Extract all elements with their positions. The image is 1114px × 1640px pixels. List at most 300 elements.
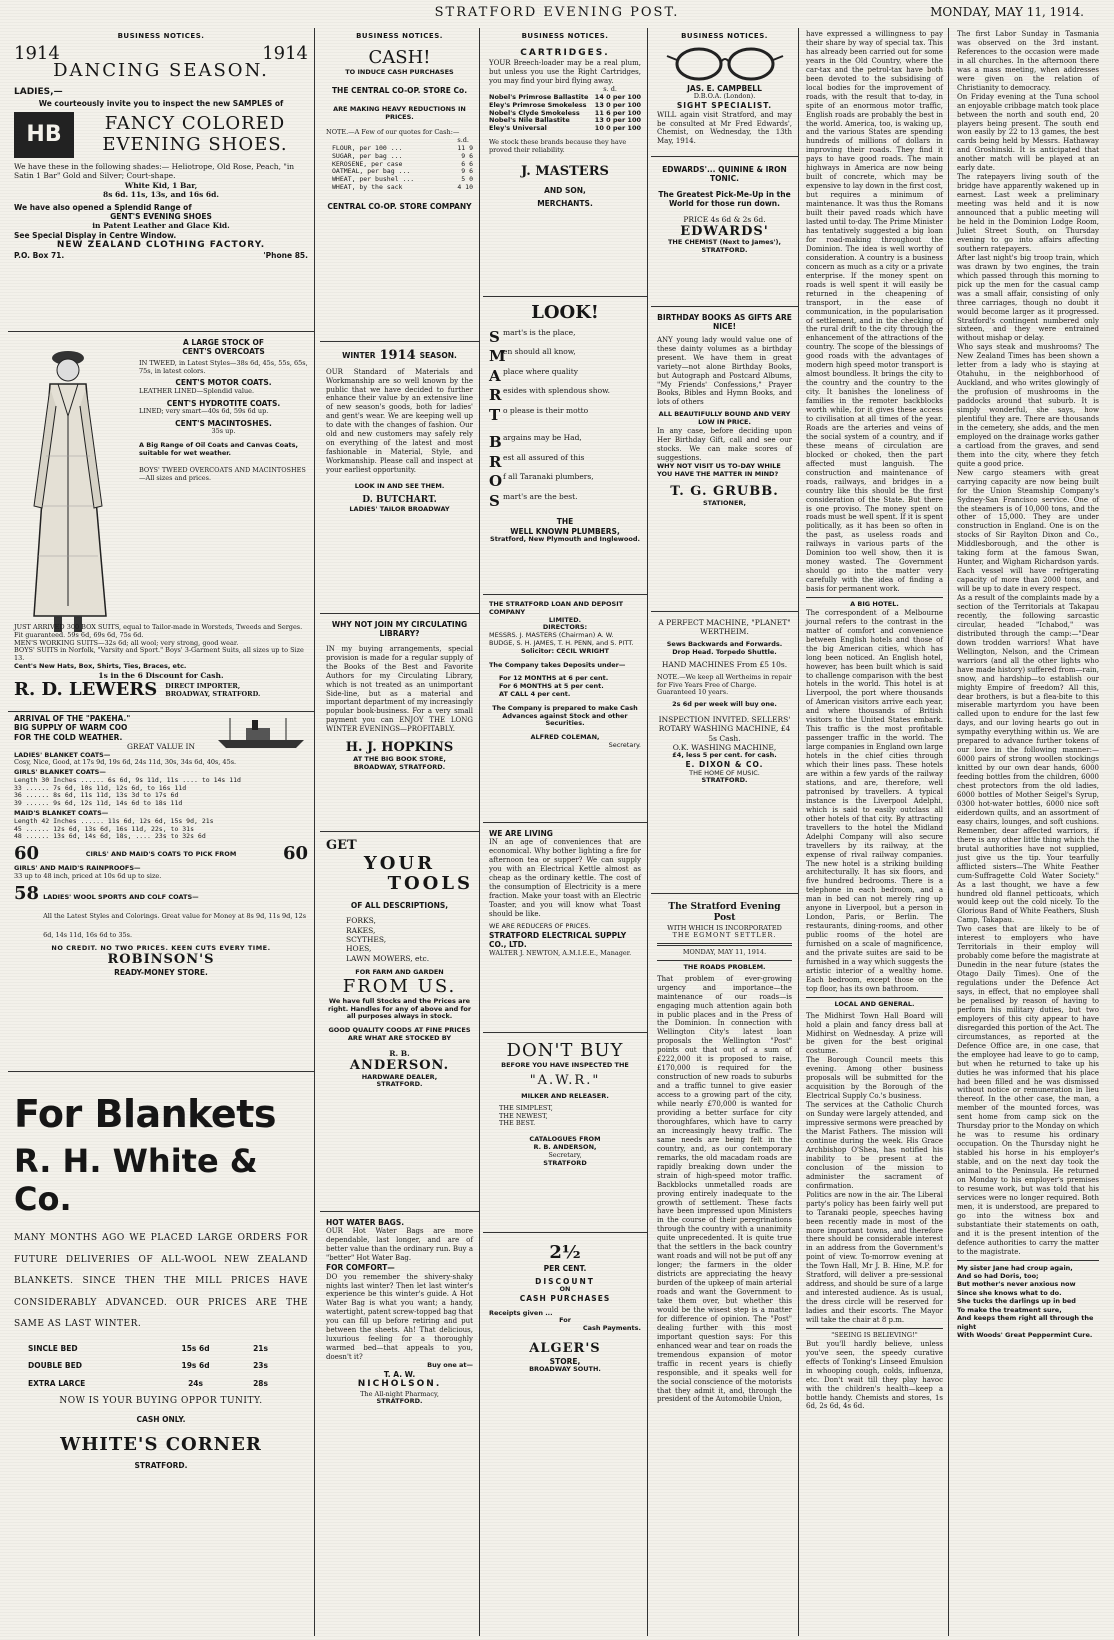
quote-item: OATMEAL, per bag ... <box>332 167 411 176</box>
gents-overcoats: CENT'S OVERCOATS <box>182 347 265 357</box>
look-in: LOOK IN AND SEE THEM. <box>354 482 445 491</box>
acrostic-line: est all assured of this <box>503 452 585 462</box>
reducers-text: WE ARE REDUCERS OF PRICES. <box>489 921 591 930</box>
nicholson-name: NICHOLSON. <box>357 1379 442 1390</box>
section-header: BUSINESS NOTICES. <box>117 32 205 40</box>
central-coop-ad <box>320 42 479 342</box>
acrostic-line: place where quality <box>503 366 578 376</box>
winter-label: WINTER <box>342 351 376 361</box>
campbell-name: JAS. E. CAMPBELL <box>687 84 762 93</box>
newton-name: WALTER J. NEWTON, A.M.I.E.E., Manager. <box>489 948 632 957</box>
electrical-ad <box>483 823 647 1033</box>
news-item: New cargo steamers with great carrying capacity are now being built for the Union Steamship Company's Sydney-San Francisco service. One of the steamers is of 10,000 tons, and the other of 15,000. They are under construction in England. One is on the stocks of Sir Raylton Dixon and Co., Middlesborough, and the other is taking form at the famous Swan, Hunter, and Wigham Richardson yards. Each vessel will have refrigerating capacity of more than 2000 tons, and will be up to date in every respect. <box>957 468 1099 594</box>
news-item: The first Labor Sunday in Tasmania was observed on the 3rd instant. References to the occasion were made in all churches. In the afternoon there was a mass meeting, when addresses were given on the relation of Christianity to democracy. <box>957 30 1099 92</box>
masthead-title: STRATFORD EVENING POST. <box>434 5 680 20</box>
campbell-ad <box>651 42 798 157</box>
plumbers-address: Stratford, New Plymouth and Inglewood. <box>490 534 640 543</box>
invite-text: We courteously invite you to inspect the new SAMPLES of <box>38 98 284 108</box>
good-quality: GOOD QUALITY COODS AT FINE PRICES ARE WHAT ARE STOCKED BY <box>328 1026 471 1042</box>
cartridge-price: 14 0 per 100 <box>594 92 641 101</box>
verse-line: And keeps them right all through the night <box>957 1314 1094 1331</box>
quote-price: 9 6 <box>461 167 473 176</box>
hotel-body: The correspondent of a Melbourne journal refers to the contrast in the matter of comfort and convenience between English hotels and those of the big American cities, which has long been noticed. An English hotel, however, has been built which is said to challenge comparison with the best hotels in the world. This hotel is at Liverpool, the port where thousands of American visitors arrive each year, and where thousands of British visitors to the United States embark. This traffic is the most profitable passenger traffic in the world. The large companies in England own large hotels in the chief cities through which their lines pass. These hotels are within a few yards of the railway stations, and are, therefore, well patronised by travellers. A typical instance is the Liverpool Adelphi, which is said to easily outclass all other hotels of that city. By attracting travellers to the hotel the Midland Adelphi Company will also secure travellers by its railway, at the expense of rival railway companies. The new hotel is a striking building architecturally. It has six floors, and five hundred bedrooms. There is a telephone in each bedroom, and a man in bed can not merely ring up anyone in Liverpool, but a person in London, Paris, or Berlin. The restaurants, dining-rooms, and other public rooms of the hotel are furnished on a scale of magnificence, and the private suites are said to be furnished in a way which suggests the artistic interior of a wealthy home. Each bedroom, except those on the top floor, has its own bathroom. <box>806 608 943 993</box>
section-header: BUSINESS NOTICES. <box>681 32 768 40</box>
maids-lines <box>14 818 308 841</box>
shoes-title: FANCY COLORED EVENING SHOES. <box>102 113 288 155</box>
algers-ad <box>483 1233 647 1468</box>
get-label: GET <box>326 838 357 853</box>
central-name: THE CENTRAL CO-OP. STORE Co. <box>331 86 468 96</box>
living-title: WE ARE LIVING <box>489 829 553 838</box>
cartridge-name: Nobel's Nile Ballastite <box>489 116 570 125</box>
grubb-name: T. G. GRUBB. <box>670 484 779 500</box>
lewers-ad <box>8 332 314 712</box>
hand-machines: HAND MACHINES From £5 10s. <box>661 660 788 670</box>
lewers-address: BROADWAY, STRATFORD. <box>165 689 261 698</box>
news-item: Two cases that are likely to be of interest to employers who have Territorials in their employ will probably come before the magistrate at Dunedin in the near future (states the Otago Daily Times). One of the regulations under the Defence Act says, in effect, that no employee shall be penalised by reason of having to perform his military duties, but two employers of this city appear to have disregarded this portion of the Act. The circumstances, as reported at the Defence Office are, in one case, that the employee had leave to go to camp, but when he returned to take up his duties he was informed that his place had been filled and he was dismissed without notice or remuneration in lieu thereof. In the other case, the man, a member of the mounted forces, was sent home from camp sick on the Thursday prior to the Monday on which he was to resume his ordinary occupation. On the Thursday night he stabled his horse in his employer's stable, and on the next day took the animal to the Peninsula. He returned on Monday to his employer's premises to resume work, but was told that his services were no longer required. Both men, it is understood, are prepared to go into the witness box and substantiate their statements on oath, and it is the present intention of the defence authorities to carry the matter to the magistrate. <box>957 925 1099 1256</box>
verse-line: And so had Doris, too; <box>957 1272 1039 1281</box>
great-value: GREAT VALUE IN <box>126 742 196 752</box>
macintoshes: CENT'S MACINTOSHES. <box>175 418 272 428</box>
rate-line: For 12 MONTHS at 6 per cent. <box>499 674 609 683</box>
seeing-body: But you'll hardly believe, unless you've seen, the speedy curative effects of Tonking's Linseed Emulsion in whooping cough, colds, influenza, etc. Don't wait till they play havoc with the children's health—keep a bottle handy. Chemists and stores, 1s 6d, 2s 6d, 4s 6d. <box>806 1339 943 1411</box>
range-text: We have also opened a Splendid Range of <box>14 202 192 212</box>
cartridges-title: CARTRIDGES. <box>520 48 610 58</box>
quote-item: WHEAT, per bushel ... <box>332 175 415 184</box>
ladies-blanket-prices: Cosy, Nice, Good, at 17s 9d, 19s 6d, 24s 11d, 30s, 34s 6d, 40s, 45s. <box>14 758 237 767</box>
local-item: Politics are now in the air. The Liberal party's policy has been fairly well put to Taranaki people, speeches having been recently made in most of the more important towns, and therefore there should be considerable interest in an address from the Government's point of view. To-morrow evening at the Town Hall, Mr J. B. Hine, M.P. for Stratford, will deliver a pre-sessional address, and should be sure of a large and interested audience. As is usual, the dress circle will be reserved for ladies and their escorts. The Mayor will take the chair at 8 p.m. <box>806 1190 943 1325</box>
cartridge-price: 13 0 per 100 <box>594 116 641 125</box>
no-credit: NO CREDIT. NO TWO PRICES. KEEN CUTS EVERY TIME. <box>51 943 271 952</box>
po-box: P.O. Box 71. <box>14 251 65 261</box>
motor-coats: CENT'S MOTOR COATS. <box>175 378 272 388</box>
cash-only: CASH ONLY. <box>136 1415 186 1425</box>
bed-price: 24s <box>188 1378 203 1388</box>
library-body: IN my buying arrangements, special provision is made for a regular supply of the Books of the Best and Favorite Authors for my Circulating Library, which is not treated as an unimportant Side-line, but as a material and important department of my increasingly popular book-business. For a very small payment you can ENJOY THE LONG WINTER EVENINGS—PROFITABLY. <box>326 644 473 734</box>
shades-text: We have these in the following shades:— Heliotrope, Old Rose, Peach, "in Satin 1 Bar" Gold and Silver; Court-shape. <box>14 162 295 181</box>
local-title: LOCAL AND GENERAL. <box>834 999 915 1008</box>
smart-bros-ad <box>483 297 647 595</box>
maids-blanket: MAID'S BLANKET COATS— <box>14 809 109 818</box>
rb-label: R. B. <box>389 1048 410 1058</box>
verse-line: But mother's never anxious now <box>957 1280 1076 1289</box>
for-label: For <box>559 1316 571 1325</box>
sports-prices: All the Latest Styles and Colorings. Great value for Money at 8s 9d, 11s 9d, 12s 6d, 14s 11d, 16s 6d to 35s. <box>43 911 307 939</box>
seeing-title: "SEEING IS BELIEVING!" <box>831 1330 918 1339</box>
solicitor: Solicitor: CECIL WRIGHT <box>521 646 609 655</box>
sixty-left: 60 <box>14 843 40 865</box>
tool-item: LAWN MOWERS, etc. <box>346 953 430 963</box>
pakeha-arrival: ARRIVAL OF THE "PAKEHA." <box>14 714 131 723</box>
column-5 <box>801 28 949 1636</box>
season-label: SEASON. <box>419 351 457 361</box>
nicholson-ad <box>320 1212 479 1632</box>
acrostic-letter: A <box>489 366 501 385</box>
column-1 <box>8 28 315 1636</box>
milker-text: MILKER AND RELEASER. <box>521 1092 609 1101</box>
factory-name: NEW ZEALAND CLOTHING FACTORY. <box>56 240 266 250</box>
bed-price: 19s 6d <box>181 1361 210 1371</box>
column-2 <box>320 28 480 1636</box>
verse-line: To make the treatment sure, <box>957 1305 1062 1314</box>
sports-coats: LADIES' WOOL SPORTS AND COLF COATS— <box>43 892 199 901</box>
catalogues: CATALOGUES FROM <box>529 1135 601 1144</box>
note-wertheim: NOTE.—We keep all Wertheims in repair for Five Years Free of Charge. Guaranteed 10 years. <box>657 672 792 697</box>
roads-continued: have expressed a willingness to pay their share by way of special tax. This has already been carried out for some years in the Old Country, where the car-tax and the petrol-tax have both been devoted to the subsidising of local bodies for the improvement of roads, with the result that to-day, in spite of an enormous motor traffic, English roads are probably the best in the world. America, too, is waking up, and the various States are spending hundreds of millions of dollars in improving their roads. They find it pays to have good roads. The main highways in America are now being built of concrete, which may be expensive to lay down in the first cost, but requires a minimum of maintenance. It was thus the Romans built their paved roads which have lasted until to-day. The Prime Minister has tentatively suggested a big loan for road-making throughout the Dominion. The idea is well worthy of consideration. A country is a business concern as much as a city or a private enterprise. If the money spent on roads is well spent it will easily be returned in the cheapening of transport, in the ease of communication, in the popularisation of settlement, and in the checking of the rural drift to the city through the enhancement of the attractions of the country. The scope of the blessings of good roads with the advantages of modern high speed motor transport is almost boundless. It brings the city to the country and the country to the city. It banishes the loneliness of families in the remoter backblocks worth while, for it gives these access to civilisation at all times of the year. Roads are the arteries and veins of the social system of a country, and if these means of circulation are blocked or choked, then the part affected must languish. The construction and maintenance of roads, railways, and bridges in a country like this should be the first consideration of the State. But there is one proviso. The money spent on roads must be well spent. If it is spent politically, as it has been so often in the past, as useless roads and railways in various parts of the Dominion too well show, then it is money wasted. The Government should go into the matter very carefully with the idea of finding a basis for permanent work. <box>806 30 943 594</box>
rb-anderson: R. B. ANDERSON, <box>533 1143 597 1152</box>
masthead-date: MONDAY, MAY 11, 1914. <box>930 5 1084 19</box>
cash-purchases: CASH PURCHASES <box>519 1294 611 1304</box>
section-header: BUSINESS NOTICES. <box>521 32 609 40</box>
cartridge-price: 10 0 per 100 <box>594 124 641 133</box>
comfort-body: DO you remember the shivery-shaky nights last winter? Then let last winter's experience be this winter's guide. A Hot Water Bag is what you want; a handy, watertight, patent screw-topped bag that you can fill up before retiring and put between the sheets. Ah! That delicious, luxurious feeling for a thoroughly warmed bed—that appeals to you, doesn't it? <box>326 1272 473 1362</box>
limited: LIMITED. <box>548 615 582 624</box>
display-text: See Special Display in Centre Window. <box>14 230 177 240</box>
cartridge-name: Eley's Universal <box>489 124 547 133</box>
hats-text: Cent's New Hats, Box, Shirts, Ties, Braces, etc. <box>14 661 187 670</box>
patent-text: in Patent Leather and Glace Kid. <box>92 221 230 231</box>
hb-badge: HB <box>14 112 74 158</box>
home-of-music: THE HOME OF MUSIC. <box>689 768 760 777</box>
tweed-text: IN TWEED, in Latest Styles—38s 6d, 45s, 55s, 65s, 75s, in latest colors. <box>139 358 308 375</box>
and-son: AND SON, <box>544 186 586 196</box>
coop-company: CENTRAL CO-OP. STORE COMPANY <box>327 201 472 211</box>
verse-line: My sister Jane had croup again, <box>957 1263 1073 1272</box>
acrostic-line: esides with splendous show. <box>503 386 611 396</box>
sight-body: WILL again visit Stratford, and may be consulted at Mr Fred Edwards', Chemist, on Wednesday, the 13th May, 1914. <box>657 110 792 146</box>
column-6 <box>952 28 1104 1636</box>
anderson-name: ANDERSON. <box>349 1058 450 1074</box>
hotel-title: A BIG HOTEL. <box>850 600 899 609</box>
acrostic-letter: S <box>489 491 500 510</box>
acrostic-letter: S <box>489 327 500 346</box>
farm-garden: FOR FARM AND GARDEN <box>355 968 444 977</box>
acrostic-line: mart's is the place, <box>503 327 576 337</box>
now-text: NOW IS YOUR BUYING OPPOR TUNITY. <box>59 1396 263 1407</box>
bound-body: In any case, before deciding upon Her Birthday Gift, call and see our stocks. We can make scores of suggestions. <box>657 426 792 462</box>
quote-price: 6 6 <box>461 159 473 168</box>
warm-supply: BIG SUPPLY OF WARM COO <box>14 723 128 733</box>
awr-name: "A.W.R." <box>529 1073 601 1089</box>
rainproofs-price: 33 up to 48 inch, priced at 10s 6d up to size. <box>14 871 162 880</box>
look-title: LOOK! <box>531 302 599 323</box>
acrostic-letter: M <box>489 347 506 366</box>
edwards-ad <box>651 157 798 307</box>
news-item: As a result of the complaints made by a section of the Territorials at Takapau recently, the following sarcastic circular, headed "Ichabod," was distributed through the camp:—"Dear down trodden warriors! What have Wellington, Nelson, and the Crimean warriors (and all the other lights who have made history) suffered from—rain, snow, and hardship—to establish our mighty Empire of freedom? All this, dear brothers, is but a flea-bite to this miserable martyrdom you have been called upon to endure for the last few days, and our loving hearts go out in sympathy everything within us. We are prepared to advance further tokens of our love in the following manner:—6000 pairs of strong woollen stockings knitted by our own dear hands, 6000 feeding bottles from the children, 6000 chest protectors from the old ladies, 6000 bottles of Mother Seigel's Syrup, 0300 hot-water bottles, 6000 nice soft eiderdown quilts, and an assortment of easy chairs, lounges, and soft cushions. Remember, dear affected warriors, if there is any other little thing which the brutal authorities have not supplied, just give us the tip. Your tearfully afflicted sisters—The White Feather cum-Suffragette Cold Water Society." As a last thought, we have a few hundred old flannel petticoats, which would keep out the cold nicely. To the Glorious Band of White Feathers, Slush Camp, Takapau. <box>957 594 1099 925</box>
electrical-company: STRATFORD ELECTRICAL SUPPLY CO., LTD. <box>489 930 627 950</box>
note-text: NOTE.—A Few of our quotes for Cash:— <box>326 128 460 137</box>
white-town: STRATFORD. <box>134 1461 188 1471</box>
whites-corner: WHITE'S CORNER <box>60 1433 262 1455</box>
on-label: ON <box>559 1285 571 1294</box>
section-header: BUSINESS NOTICES. <box>356 32 443 40</box>
hopkins-address: BROADWAY, STRATFORD. <box>353 762 446 771</box>
cartridge-price: 13 0 per 100 <box>594 100 641 109</box>
boys-overcoats: BOYS' TWEED OVERCOATS AND MACINTOSHES—All sizes and prices. <box>139 466 306 483</box>
news-item: After last night's big troop train, which was drawn by two engines, the train which passed through this morning to pick up the men for the casual camp was a small affair, consisting of only three carriages, though no doubt it would become larger as it progressed. Stratford's contingent numbered only sixteen, and they were entrained without mishap or delay. <box>957 253 1099 343</box>
sd-label: s.d. <box>457 136 469 145</box>
news-item: Who says steak and mushrooms? The New Zealand Times has been shown a letter from a lady who is staying at Otahuhu, in the neighborhood of Auckland, and who writes glowingly of the profusion of mushrooms in the paddocks around that suburb. It is simply wonderful, she says, how plentiful they are. There are thousands in the cemetery, she adds, and the men employed on the drainage works gather a cartload from the graves, and send them into the city, where they fetch quite a good price. <box>957 343 1099 468</box>
quote-price: 9 6 <box>461 151 473 160</box>
dixon-ad <box>651 612 798 894</box>
perfect-machine: A PERFECT MACHINE, "PLANET" WERTHEIM. <box>658 618 791 637</box>
butchart-ad <box>320 342 479 614</box>
year-left: 1914 <box>14 43 60 64</box>
two-six-week: 2s 6d per week will buy one. <box>672 700 777 709</box>
dboa: D.B.O.A. (London). <box>693 92 756 101</box>
anderson-town: STRATFORD. <box>376 1080 423 1089</box>
rh-white-name: R. H. White & Co. <box>14 1142 258 1218</box>
column-3 <box>483 28 648 1636</box>
quinine-price: PRICE 4s 6d & 2s 6d. <box>683 214 766 224</box>
gents-shoes: GENT'S EVENING SHOES <box>110 211 212 221</box>
library-title: WHY NOT JOIN MY CIRCULATING LIBRARY? <box>331 620 468 639</box>
hot-water-body: OUR Hot Water Bags are more dependable, last longer, and are of better value than the ordinary run. Buy a "better" Hot Water Bag. <box>326 1227 473 1263</box>
masters-cartridges-ad <box>483 42 647 297</box>
birthday-title: BIRTHDAY BOOKS AS GIFTS ARE NICE! <box>657 313 792 332</box>
edwards-name: EDWARDS' <box>680 223 769 239</box>
ok-machine: O.K. WASHING MACHINE, <box>672 743 777 753</box>
macintosh-price: 35s up. <box>211 427 236 436</box>
masters-name: J. MASTERS <box>521 164 609 180</box>
making-text: ARE MAKING HEAVY REDUCTIONS IN PRICES. <box>333 104 466 121</box>
year-right: 1914 <box>262 43 308 64</box>
algers-store: STORE, <box>549 1356 581 1366</box>
acrostic-letter: R <box>489 452 502 471</box>
roads-body: That problem of ever-growing urgency and importance—the maintenance of our roads—is engaging much attention again both in public places and in the Press of the Dominion. In connection with Wellington City's latest loan proposals the Wellington "Post" points out that out of a sum of £222,000 it is proposed to raise, £170,000 is required for the construction of new roads to suburbs and a traffic tunnel to give easier access to a growing part of the city, while nearly £70,000 is wanted for providing a better surface for city thoroughfares, which have to carry an increasingly heavy traffic. The same needs are being felt in the country, and, as our contemporary remarks, the old macadam roads are rapidly breaking down under the strain of high-speed motor traffic. Backblocks unmetalled roads are proving entirely inadequate to the growth of settlement. These facts have been impressed upon Ministers in the course of their peregrinations through the country with a unanimity quite unprecedented. It is quite true that the settlers in the back country want roads and will not be put off any longer; the farmers in the older districts are appreciating the heavy burden of the upkeep of main arterial roads and want the Government to take them over, but whether this would be the wisest step is a matter for difference of opinion. The "Post" dealing further with this most important question says: For this enhanced wear and tear on roads the tremendous expansion of motor traffic in recent years is chiefly responsible, and it speaks well for the social conscience of the motorists that they admit it, and, through the president of the Automobile Union, <box>657 974 792 1404</box>
acrostic-line: en should all know, <box>503 347 576 357</box>
comfort-title: FOR COMFORT— <box>326 1263 395 1273</box>
verse-line: Since she knows what to do. <box>957 1288 1062 1297</box>
induce-text: TO INDUCE CASH PURCHASES <box>345 67 454 76</box>
ladies-tailor: LADIES' TAILOR BROADWAY <box>349 505 450 514</box>
pick-text: CIRLS' AND MAID'S COATS TO PICK FROM <box>85 849 237 858</box>
girls-lines <box>14 777 308 808</box>
boys-suits: BOYS' SUITS in Norfolk, "Varsity and Sport." Boys' 3-Garment Suits, all sizes up to Size 13. <box>14 646 304 663</box>
hardware-dealer: HARDWARE DEALER, <box>361 1072 438 1081</box>
quote-item: SUGAR, per bag ... <box>332 151 403 160</box>
acrostic-letter: B <box>489 433 502 452</box>
cartridges-body: YOUR Breech-loader may be a real plum, but unless you use the Right Cartridges, you may find your bird flying away. <box>489 59 641 86</box>
big-book-store: AT THE BIG BOOK STORE, <box>353 754 446 763</box>
well-known-plumbers: WELL KNOWN PLUMBERS, <box>510 526 620 536</box>
cartridge-name: Nobel's Clyde Smokeless <box>489 108 580 117</box>
masthead <box>0 0 1114 26</box>
quote-price: 5 0 <box>461 175 473 184</box>
white-blankets-ad <box>8 1072 314 1592</box>
girls-line: Length 30 Inches ...... 6s 6d, 9s 11d, 11s .... to 14s 11d <box>14 775 241 784</box>
hot-water-title: HOT WATER BAGS. <box>326 1218 405 1227</box>
column-4 <box>651 28 799 1636</box>
verse-line: With Woods' Great Peppermint Cure. <box>957 1331 1093 1340</box>
ready-money: READY-MONEY STORE. <box>114 967 208 977</box>
stationer: STATIONER, <box>703 498 746 507</box>
cartridge-price: 11 6 per 100 <box>594 108 641 117</box>
rate-line: For 6 MONTHS at 5 per cent. <box>499 682 604 691</box>
rate-line: AT CALL 4 per cent. <box>499 689 571 698</box>
buy-one: Buy one at— <box>427 1361 473 1370</box>
acrostic-line: mart's are the best. <box>503 491 578 501</box>
direct-importer: DIRECT IMPORTER, <box>165 681 241 690</box>
awr-town: STRATFORD <box>543 1158 587 1167</box>
lined-text: LINED; very smart—40s 6d, 59s 6d up. <box>139 406 269 415</box>
news-item: The ratepayers living south of the bridge have apparently wakened up in earnest. Last week a preliminary meeting was held and it is now announced that a public meeting will be held in the Dominion Lodge Room, Juliet Street South, on Thursday evening to go into affairs affecting southern ratepayers. <box>957 173 1099 253</box>
bed-label: SINCLE BED <box>28 1343 78 1353</box>
bed-label: DOUBLE BED <box>28 1361 82 1371</box>
bed-price: 23s <box>253 1361 268 1371</box>
robinsons-name: ROBINSON'S <box>107 952 215 968</box>
ladies-blanket: LADIES' BLANKET COATS— <box>14 750 111 759</box>
phone: 'Phone 85. <box>263 251 308 261</box>
algers-name: ALGER'S <box>529 1341 601 1356</box>
bed-label: EXTRA LARCE <box>28 1378 86 1388</box>
hydrotite-coats: CENT'S HYDROTITE COATS. <box>166 398 281 408</box>
local-item: The services at the Catholic Church on Sunday were largely attended, and impressive sermons were preached by the Marist Fathers. The mission will continue during the week. His Grace Archbishop O'Shea, has notified his inability to be present at the conclusion of the mission to administer the sacrament of confirmation. <box>806 1101 943 1190</box>
your-label: YOUR <box>363 852 436 874</box>
leather-text: LEATHER LINED—Splendid value. <box>139 386 255 395</box>
bed-price: 15s 6d <box>181 1343 210 1353</box>
robinsons-ad <box>8 712 314 1072</box>
directors-label: DIRECTORS: <box>542 623 588 632</box>
directors-names: MESSRS. J. MASTERS (Chairman) A. W. BUDGE, S. H. JAMES, T. H. PENN, and S. PITT. <box>489 631 634 647</box>
quote-item: WHEAT, by the sack <box>332 183 403 192</box>
edwards-town: STRATFORD. <box>701 246 748 255</box>
lewers-name: R. D. LEWERS <box>14 679 158 701</box>
tool-item: HOES, <box>346 944 372 954</box>
advances-text: The Company is prepared to make Cash Advances against Stock and other Securities. <box>492 703 638 728</box>
dancing-title: DANCING SEASON. <box>53 59 269 81</box>
peppermint-verse <box>957 1264 1099 1340</box>
per-cent: PER CENT. <box>543 1263 587 1273</box>
four-pounds: £4, less 5 per cent. for cash. <box>672 751 777 760</box>
before-text: BEFORE YOU HAVE INSPECTED THE <box>501 1060 629 1069</box>
secretary-label: Secretary. <box>608 740 641 749</box>
fifty-eight: 58 <box>14 882 40 904</box>
quote-item: FLOUR, per 100 ... <box>332 144 403 153</box>
sews-text: Sews Backwards and Forwards. Drop Head. Torpedo Shuttle. <box>666 639 783 656</box>
algers-address: BROADWAY SOUTH. <box>529 1364 601 1373</box>
tool-item: FORKS, <box>346 916 376 926</box>
maids-line: 45 ...... 12s 6d, 13s 6d, 16s 11d, 22s, to 31s <box>14 824 195 833</box>
acrostic-line: f all Taranaki plumbers, <box>503 472 594 482</box>
grubb-ad <box>651 307 798 612</box>
simplest-line: THE SIMPLEST, <box>499 1103 553 1112</box>
discount-figure: 2½ <box>549 1242 581 1263</box>
bed-price: 21s <box>253 1343 268 1353</box>
stock-text: We stock these brands because they have proved their reliability. <box>489 137 627 154</box>
greatest-text: The Greatest Pick-Me-Up in the World for those run down. <box>658 189 791 209</box>
visit-text: WHY NOT VISIT US TO-DAY WHILE YOU HAVE THE MATTER IN MIND? <box>657 461 781 478</box>
acrostic-line: argains may be Had, <box>503 433 582 443</box>
from-us: FROM US. <box>342 976 457 998</box>
oil-coats: A Big Range of Oil Coats and Canvas Coats, suitable for wet weather. <box>139 440 298 457</box>
working-suits: MEN'S WORKING SUITS—32s 6d; all wool; very strong, good wear. <box>14 638 239 647</box>
cash-title: CASH! <box>368 47 431 68</box>
news-item: On Friday evening at the Tuna school an enjoyable cribbage match took place between the north and south end, 20 players being present. The south end won easily by 22 to 13 games, the best cards being held by Messrs. Hathaway and Groshinski. It is anticipated that another match will be played at an early date. <box>957 92 1099 173</box>
discount-label: DISCOUNT <box>535 1277 595 1287</box>
dancing-season-ad <box>8 42 314 332</box>
tool-item: RAKES, <box>346 925 376 935</box>
sd-label: s. d. <box>603 85 617 94</box>
quote-item: KEROSENE, per case <box>332 159 403 168</box>
quote-price: 11 9 <box>457 144 473 153</box>
dixon-town: STRATFORD. <box>701 776 748 785</box>
large-stock: A LARGE STOCK OF <box>183 338 264 347</box>
dont-buy: DON'T BUY <box>506 1040 624 1061</box>
local-item: The Borough Council meets this evening. Among other business proposals will be submitted for the acquisition by the Borough of the Electrical Supply Co.'s business. <box>806 1056 943 1101</box>
maids-line: Length 42 Inches ...... 11s 6d, 12s 6d, 15s 9d, 21s <box>14 816 214 825</box>
acrostic-letter: T <box>489 405 501 424</box>
merchants: MERCHANTS. <box>537 199 593 209</box>
overcoat-figure-illustration <box>10 336 130 636</box>
sixty-right: 60 <box>282 843 308 865</box>
cold-weather: FOR THE COLD WEATHER. <box>14 732 123 742</box>
tools-label: TOOLS <box>387 873 473 895</box>
the-label: THE <box>556 517 574 527</box>
acrostic-line: o please is their motto <box>503 405 589 415</box>
girls-line: 33 ...... 7s 6d, 10s 11d, 12s 6d, to 16s 11d <box>14 783 187 792</box>
simplest-line: THE NEWEST, <box>499 1111 548 1120</box>
ladies-label: LADIES,— <box>14 87 63 98</box>
cartridge-name: Eley's Primrose Smokeless <box>489 100 587 109</box>
girls-blanket: GIRLS' BLANKET COATS— <box>14 768 106 777</box>
simplest-line: THE BEST. <box>499 1119 536 1128</box>
discount-text: 1s in the 6 Discount for Cash. <box>98 670 224 680</box>
taw-label: T. A. W. <box>383 1369 416 1379</box>
hopkins-ad <box>320 614 479 832</box>
awr-milker-ad <box>483 1033 647 1233</box>
loan-title: THE STRATFORD LOAN AND DEPOSIT COMPANY <box>489 600 624 616</box>
verse-line: She tucks the darlings up in bed <box>957 1297 1076 1306</box>
acrostic-letter: R <box>489 386 502 405</box>
dixon-name: E. DIXON & CO. <box>685 760 764 770</box>
pharmacy: The All-night Pharmacy, <box>360 1389 439 1398</box>
loan-company-ad <box>483 595 647 823</box>
acrostic-letter: O <box>489 472 503 491</box>
bed-price: 28s <box>253 1378 268 1388</box>
winter-year: 1914 <box>379 348 416 363</box>
white-kid-prices: 8s 6d. 11s, 13s, and 16s 6d. <box>102 190 219 200</box>
girls-line: 39 ...... 9s 6d, 12s 11d, 14s 6d to 18s 11d <box>14 799 183 808</box>
paper-masthead: The Stratford Evening Post <box>668 902 781 924</box>
chemist-label: THE CHEMIST (Next to James'), <box>668 238 781 247</box>
local-item: The Midhirst Town Hall Board will hold a plain and fancy dress ball at Midhirst on Wednesday. A prize will be given for the best original costume. <box>806 1011 943 1056</box>
deposits-label: The Company takes Deposits under— <box>489 660 626 669</box>
stocks-text: We have full Stocks and the Prices are right. Handles for any of above and for all purposes always in stock. <box>327 996 472 1021</box>
white-kid: White Kid, 1 Bar, <box>124 180 198 190</box>
all-descriptions: OF ALL DESCRIPTIONS, <box>350 900 449 910</box>
for-blankets: For Blankets <box>14 1092 276 1136</box>
egmont-settler: THE EGMONT SETTLER. <box>672 931 777 940</box>
winter-body: OUR Standard of Materials and Workmanship are so well known by the public that we have decided to further enhance their value by an extensive line of new season's goods, both for ladies' and gent's wear. We are keeping well up to date with the changes of fashion. Our old and new customers may safely rely on everything of the latest and most fashionable in Material, Style, and Workmanship. Please call and inspect at your earliest opportunity. <box>326 367 473 475</box>
leader-date: MONDAY, MAY 11, 1914. <box>682 948 767 957</box>
secretary-label: Secretary, <box>548 1150 582 1159</box>
pharmacy-town: STRATFORD. <box>376 1397 423 1406</box>
birthday-body: ANY young lady would value one of these dainty volumes as a birthday present. We have them in great variety—not alone Birthday Books, but Autograph and Postcard Albums, "My Friends' Confessions," Prayer Books, Bibles and Hymn Books, and lots of others <box>657 335 792 407</box>
roads-title: THE ROADS PROBLEM. <box>683 962 766 971</box>
girls-line: 36 ...... 8s 6d, 11s 11d, 13s 3d to 17s 6d <box>14 791 179 800</box>
box-suits: JUST ARRIVED 300 BOX SUITS, equal to Tailor-made in Worsteds, Tweeds and Serges. Fit guaranteed. 59s 6d, 69s 6d, 75s 6d. <box>14 623 303 639</box>
rainproofs: GIRLS' AND MAID'S RAINPROOFS— <box>14 863 141 872</box>
cartridge-name: Nobel's Primrose Ballastite <box>489 92 589 101</box>
steamship-illustration <box>216 716 306 750</box>
quote-price: 4 10 <box>457 183 473 192</box>
white-text: MANY MONTHS AGO WE PLACED LARGE ORDERS FOR FUTURE DELIVERIES OF ALL-WOOL NEW ZEALAND BLANKETS. SINCE THEN THE MILL PRICES HAVE CONSIDERABLY ADVANCED. OUR PRICES ARE THE SAME AS LAST WINTER. <box>14 1233 308 1330</box>
receipts-text: Receipts given ... <box>489 1308 553 1317</box>
quinine-title: EDWARDS'... QUININE & IRON TONIC. <box>662 165 787 184</box>
anderson-tools-ad <box>320 832 479 1212</box>
incorporated: WITH WHICH IS INCORPORATED <box>667 923 782 932</box>
